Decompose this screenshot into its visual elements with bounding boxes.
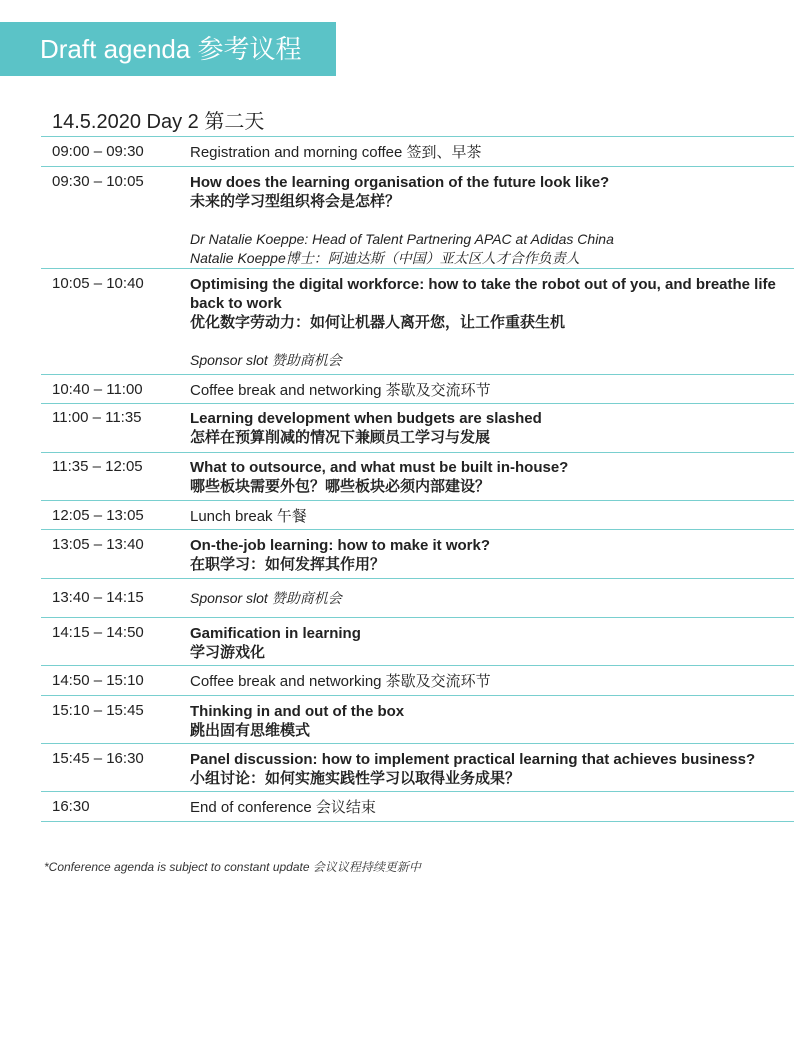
session-title-en: Gamification in learning bbox=[190, 625, 361, 642]
session-time: 11:35 – 12:05 bbox=[52, 458, 143, 475]
session-content bbox=[190, 624, 794, 665]
agenda-row bbox=[41, 269, 794, 375]
agenda-row bbox=[41, 666, 794, 696]
session-text: Coffee break and networking 茶歇及交流环节 bbox=[190, 382, 491, 399]
session-time: 11:00 – 11:35 bbox=[52, 409, 142, 426]
agenda-table bbox=[41, 136, 794, 822]
agenda-row bbox=[41, 792, 794, 822]
session-title-zh: 优化数字劳动力：如何让机器人离开您，让工作重获生机 bbox=[190, 314, 566, 331]
session-title-en: How does the learning organisation of the future look like? bbox=[190, 174, 610, 191]
session-time: 13:40 – 14:15 bbox=[52, 589, 144, 606]
session-text: End of conference 会议结束 bbox=[190, 799, 376, 816]
agenda-row bbox=[41, 501, 794, 530]
session-content bbox=[190, 409, 794, 452]
session-time: 14:15 – 14:50 bbox=[52, 624, 144, 641]
session-title-zh: 怎样在预算削减的情况下兼顾员工学习与发展 bbox=[190, 429, 491, 446]
session-title-zh: 小组讨论：如何实施实践性学习以取得业务成果？ bbox=[190, 770, 521, 787]
session-text: Lunch break 午餐 bbox=[190, 508, 307, 525]
session-title-en: Learning development when budgets are slashed bbox=[190, 410, 542, 427]
session-content bbox=[190, 589, 794, 617]
session-time: 15:45 – 16:30 bbox=[52, 750, 144, 767]
agenda-row bbox=[41, 579, 794, 618]
session-title-zh: 在职学习：如何发挥其作用？ bbox=[190, 556, 386, 573]
agenda-row bbox=[41, 618, 794, 666]
session-content bbox=[190, 750, 794, 791]
session-title-zh: 未来的学习型组织将会是怎样？ bbox=[190, 193, 401, 210]
session-content bbox=[190, 536, 794, 578]
speaker-en: Dr Natalie Koeppe: Head of Talent Partnering APAC at Adidas China bbox=[190, 231, 614, 247]
session-title-zh: 哪些板块需要外包？哪些板块必须内部建设？ bbox=[190, 478, 491, 495]
session-content bbox=[190, 672, 794, 695]
session-title-zh: 跳出固有思维模式 bbox=[190, 722, 311, 739]
session-time: 16:30 bbox=[52, 798, 90, 815]
footnote: *Conference agenda is subject to constant update 会议议程持续更新中 bbox=[44, 860, 421, 874]
session-time: 10:05 – 10:40 bbox=[52, 275, 144, 292]
agenda-row bbox=[41, 375, 794, 404]
agenda-row bbox=[41, 696, 794, 744]
session-title-en: Thinking in and out of the box bbox=[190, 703, 405, 720]
day-heading: 14.5.2020 Day 2 第二天 bbox=[52, 111, 265, 133]
session-time: 13:05 – 13:40 bbox=[52, 536, 144, 553]
session-content bbox=[190, 143, 794, 166]
session-time: 14:50 – 15:10 bbox=[52, 672, 144, 689]
session-content bbox=[190, 275, 794, 374]
session-title-en: What to outsource, and what must be built in-house? bbox=[190, 459, 569, 476]
session-text: Registration and morning coffee 签到、早茶 bbox=[190, 144, 482, 161]
session-title-en: Optimising the digital workforce: how to take the robot out of you, and breathe life back to work bbox=[190, 276, 776, 312]
agenda-row bbox=[41, 453, 794, 501]
banner-title: Draft agenda 参考议程 bbox=[40, 34, 302, 64]
speaker-zh: Natalie Koeppe博士：阿迪达斯（中国）亚太区人才合作负责人 bbox=[190, 250, 580, 266]
session-time: 09:30 – 10:05 bbox=[52, 173, 144, 190]
session-content bbox=[190, 458, 794, 500]
session-content bbox=[190, 173, 794, 268]
session-time: 15:10 – 15:45 bbox=[52, 702, 144, 719]
session-title-en: On-the-job learning: how to make it work? bbox=[190, 537, 491, 554]
sponsor-slot: Sponsor slot 赞助商机会 bbox=[190, 352, 342, 368]
agenda-banner bbox=[0, 22, 336, 76]
agenda-row bbox=[41, 404, 794, 453]
agenda-row bbox=[41, 744, 794, 792]
session-content bbox=[190, 702, 794, 743]
session-title-en: Panel discussion: how to implement practical learning that achieves business? bbox=[190, 751, 756, 768]
sponsor-slot: Sponsor slot 赞助商机会 bbox=[190, 590, 342, 606]
session-time: 10:40 – 11:00 bbox=[52, 381, 143, 398]
session-text: Coffee break and networking 茶歇及交流环节 bbox=[190, 673, 491, 690]
agenda-row bbox=[41, 530, 794, 579]
session-time: 12:05 – 13:05 bbox=[52, 507, 144, 524]
agenda-row bbox=[41, 137, 794, 167]
session-content bbox=[190, 798, 794, 821]
session-time: 09:00 – 09:30 bbox=[52, 143, 144, 160]
session-title-zh: 学习游戏化 bbox=[190, 644, 266, 661]
session-content bbox=[190, 381, 794, 403]
session-content bbox=[190, 507, 794, 529]
agenda-row bbox=[41, 167, 794, 269]
